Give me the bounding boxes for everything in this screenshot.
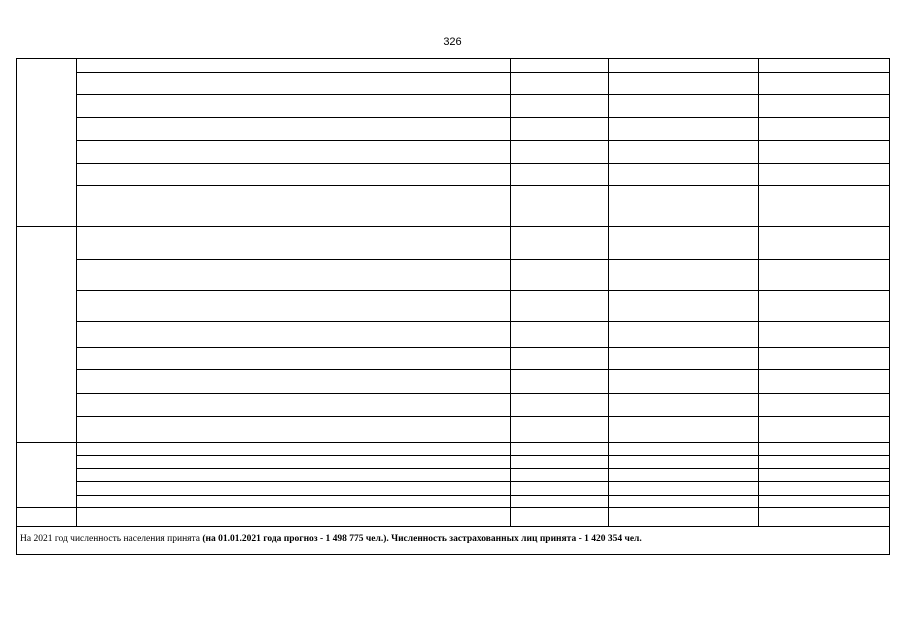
row-unit bbox=[510, 226, 608, 259]
row-divider bbox=[76, 416, 889, 417]
row-name bbox=[76, 140, 510, 163]
row-name bbox=[76, 290, 510, 321]
row-number bbox=[17, 290, 76, 321]
row-volume bbox=[758, 369, 889, 393]
row-norm bbox=[608, 347, 758, 369]
row-volume bbox=[758, 58, 889, 72]
row-unit bbox=[510, 481, 608, 495]
row-unit bbox=[510, 321, 608, 347]
row-volume bbox=[758, 393, 889, 416]
row-norm bbox=[608, 507, 758, 526]
row-norm bbox=[608, 185, 758, 226]
row-unit bbox=[510, 185, 608, 226]
row-volume bbox=[758, 259, 889, 290]
row-unit bbox=[510, 495, 608, 507]
row-divider bbox=[76, 455, 889, 456]
row-name bbox=[76, 259, 510, 290]
row-volume bbox=[758, 495, 889, 507]
row-number bbox=[17, 259, 76, 290]
row-number bbox=[17, 468, 76, 481]
row-unit bbox=[510, 58, 608, 72]
row-unit bbox=[510, 455, 608, 468]
row-number bbox=[17, 72, 76, 94]
row-unit bbox=[510, 140, 608, 163]
row-number bbox=[17, 481, 76, 495]
row-name bbox=[76, 481, 510, 495]
col-divider bbox=[758, 58, 759, 526]
row-volume bbox=[758, 321, 889, 347]
row-name bbox=[76, 163, 510, 185]
row-volume bbox=[758, 94, 889, 117]
row-volume bbox=[758, 347, 889, 369]
row-volume bbox=[758, 507, 889, 526]
table-border-left bbox=[16, 58, 17, 555]
col-divider bbox=[510, 58, 511, 526]
row-unit bbox=[510, 369, 608, 393]
col-divider bbox=[608, 58, 609, 526]
row-name bbox=[76, 72, 510, 94]
row-norm bbox=[608, 72, 758, 94]
row-volume bbox=[758, 290, 889, 321]
row-norm bbox=[608, 481, 758, 495]
row-name bbox=[76, 94, 510, 117]
row-norm bbox=[608, 321, 758, 347]
row-number bbox=[17, 416, 76, 442]
row-norm bbox=[608, 140, 758, 163]
table-border-bottom bbox=[16, 554, 890, 555]
row-volume bbox=[758, 185, 889, 226]
row-divider bbox=[76, 393, 889, 394]
row-number bbox=[17, 507, 76, 526]
row-divider bbox=[76, 72, 889, 73]
row-name bbox=[76, 117, 510, 140]
row-norm bbox=[608, 369, 758, 393]
row-number bbox=[17, 226, 76, 259]
row-norm bbox=[608, 226, 758, 259]
row-norm bbox=[608, 416, 758, 442]
row-divider bbox=[76, 94, 889, 95]
row-number bbox=[17, 321, 76, 347]
row-divider bbox=[76, 481, 889, 482]
row-name bbox=[76, 321, 510, 347]
row-volume bbox=[758, 468, 889, 481]
row-number bbox=[17, 442, 76, 455]
table-border-right bbox=[889, 58, 890, 555]
row-unit bbox=[510, 72, 608, 94]
row-volume bbox=[758, 140, 889, 163]
row-volume bbox=[758, 226, 889, 259]
row-name bbox=[76, 468, 510, 481]
row-number bbox=[17, 140, 76, 163]
row-unit bbox=[510, 290, 608, 321]
row-number bbox=[17, 58, 76, 72]
row-unit bbox=[510, 347, 608, 369]
row-name bbox=[76, 347, 510, 369]
row-norm bbox=[608, 468, 758, 481]
row-unit bbox=[510, 163, 608, 185]
row-divider bbox=[76, 185, 889, 186]
row-norm bbox=[608, 442, 758, 455]
row-number bbox=[17, 163, 76, 185]
row-name bbox=[76, 185, 510, 226]
row-number bbox=[17, 393, 76, 416]
footer-note bbox=[20, 534, 642, 544]
row-divider bbox=[76, 290, 889, 291]
row-norm bbox=[608, 455, 758, 468]
row-name bbox=[76, 58, 510, 72]
row-divider bbox=[76, 468, 889, 469]
row-unit bbox=[510, 117, 608, 140]
row-divider bbox=[76, 369, 889, 370]
row-number bbox=[17, 347, 76, 369]
row-divider bbox=[16, 526, 890, 527]
row-norm bbox=[608, 58, 758, 72]
row-unit bbox=[510, 507, 608, 526]
row-volume bbox=[758, 72, 889, 94]
row-unit bbox=[510, 416, 608, 442]
row-name bbox=[76, 369, 510, 393]
row-volume bbox=[758, 481, 889, 495]
row-norm bbox=[608, 117, 758, 140]
row-unit bbox=[510, 94, 608, 117]
footer-text-a: На 2021 год численность населения принята bbox=[20, 534, 203, 544]
row-norm bbox=[608, 163, 758, 185]
row-unit bbox=[510, 442, 608, 455]
row-norm bbox=[608, 290, 758, 321]
row-volume bbox=[758, 416, 889, 442]
row-volume bbox=[758, 455, 889, 468]
row-number bbox=[17, 94, 76, 117]
row-divider bbox=[76, 495, 889, 496]
col-divider bbox=[76, 58, 77, 526]
row-norm bbox=[608, 94, 758, 117]
row-divider bbox=[76, 259, 889, 260]
row-volume bbox=[758, 163, 889, 185]
row-divider bbox=[76, 163, 889, 164]
row-number bbox=[17, 369, 76, 393]
row-number bbox=[17, 455, 76, 468]
footer-text-b: (на 01.01.2021 года прогноз - 1 498 775 чел.). Численность застрахованных лиц принята - 1 420 354 чел. bbox=[202, 534, 642, 544]
row-divider bbox=[76, 117, 889, 118]
row-number bbox=[17, 495, 76, 507]
row-norm bbox=[608, 495, 758, 507]
row-unit bbox=[510, 259, 608, 290]
page-number: 326 bbox=[443, 36, 462, 48]
row-name bbox=[76, 442, 510, 455]
row-volume bbox=[758, 117, 889, 140]
row-name bbox=[76, 416, 510, 442]
row-name bbox=[76, 495, 510, 507]
row-number bbox=[17, 117, 76, 140]
row-unit bbox=[510, 393, 608, 416]
row-number bbox=[17, 185, 76, 226]
row-divider bbox=[76, 321, 889, 322]
row-name bbox=[76, 226, 510, 259]
row-unit bbox=[510, 468, 608, 481]
row-name bbox=[76, 507, 510, 526]
row-norm bbox=[608, 393, 758, 416]
row-divider bbox=[76, 140, 889, 141]
row-name bbox=[76, 455, 510, 468]
row-volume bbox=[758, 442, 889, 455]
row-norm bbox=[608, 259, 758, 290]
row-name bbox=[76, 393, 510, 416]
row-divider bbox=[76, 347, 889, 348]
